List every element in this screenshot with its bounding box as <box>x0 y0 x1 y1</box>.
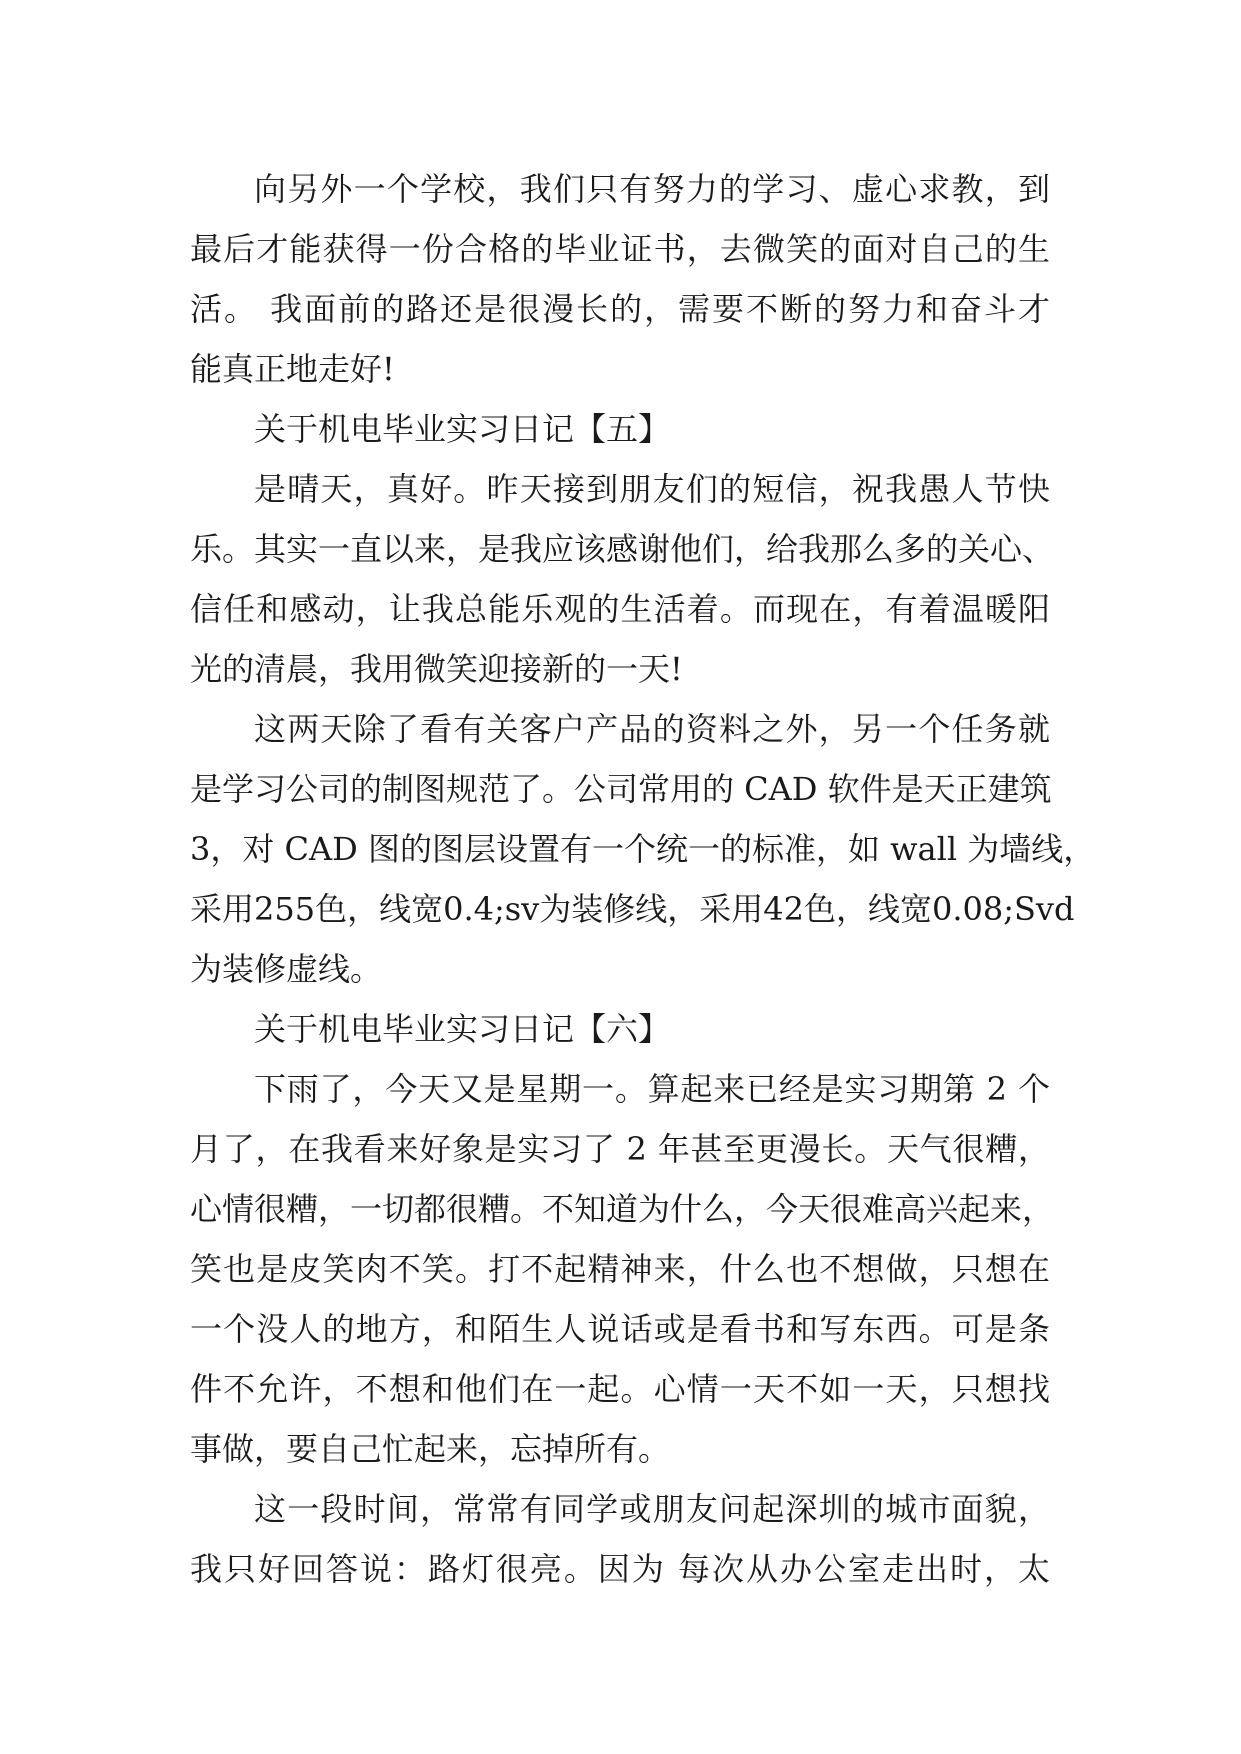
text-line: 心情很糟，一切都很糟。不知道为什么，今天很难高兴起来， <box>190 1190 1055 1228</box>
text-line: 月了，在我看来好象是实习了 2 年甚至更漫长。天气很糟， <box>190 1130 1050 1168</box>
text-line: 光的清晨，我用微笑迎接新的一天! <box>190 650 683 688</box>
text-line: 事做，要自己忙起来，忘掉所有。 <box>190 1430 671 1468</box>
text-line: 乐。其实一直以来，是我应该感谢他们，给我那么多的关心、 <box>190 530 1055 568</box>
text-line: 件不允许，不想和他们在一起。心情一天不如一天，只想找 <box>190 1370 1050 1408</box>
text-line: 笑也是皮笑肉不笑。打不起精神来，什么也不想做，只想在 <box>190 1250 1050 1288</box>
text-line: 为装修虚线。 <box>190 950 383 988</box>
text-line: 信任和感动，让我总能乐观的生活着。而现在，有着温暖阳 <box>190 590 1050 628</box>
paragraph-2 <box>190 459 1055 699</box>
text-line: 下雨了，今天又是星期一。算起来已经是实习期第 2 个 <box>254 1070 1050 1108</box>
text-line: 我只好回答说：路灯很亮。因为 每次从办公室走出时，太 <box>190 1550 1050 1588</box>
paragraph-3 <box>190 699 1096 999</box>
paragraph-5 <box>190 1479 1050 1599</box>
text-line: 能真正地走好! <box>190 350 395 388</box>
text-line: 这两天除了看有关客户产品的资料之外，另一个任务就 <box>254 710 1050 748</box>
document-body <box>190 159 1096 1599</box>
text-line: 这一段时间，常常有同学或朋友问起深圳的城市面貌， <box>254 1490 1050 1528</box>
section-heading-6: 关于机电毕业实习日记【六】 <box>254 1010 671 1048</box>
text-line: 3，对 CAD 图的图层设置有一个统一的标准，如 wall 为墙线， <box>190 830 1096 868</box>
text-line: 最后才能获得一份合格的毕业证书，去微笑的面对自己的生 <box>190 230 1050 268</box>
paragraph-1 <box>190 159 1050 399</box>
text-line: 采用255色，线宽0.4;sv为装修线，采用42色，线宽0.08;Svd <box>190 890 1075 928</box>
text-line: 是晴天，真好。昨天接到朋友们的短信，祝我愚人节快 <box>254 470 1050 508</box>
text-line: 活。 我面前的路还是很漫长的，需要不断的努力和奋斗才 <box>190 290 1050 328</box>
paragraph-4 <box>190 1059 1055 1479</box>
section-heading-5: 关于机电毕业实习日记【五】 <box>254 410 671 448</box>
text-line: 是学习公司的制图规范了。公司常用的 CAD 软件是天正建筑 <box>190 770 1052 808</box>
text-line: 向另外一个学校，我们只有努力的学习、虚心求教，到 <box>254 170 1050 208</box>
text-line: 一个没人的地方，和陌生人说话或是看书和写东西。可是条 <box>190 1310 1050 1348</box>
